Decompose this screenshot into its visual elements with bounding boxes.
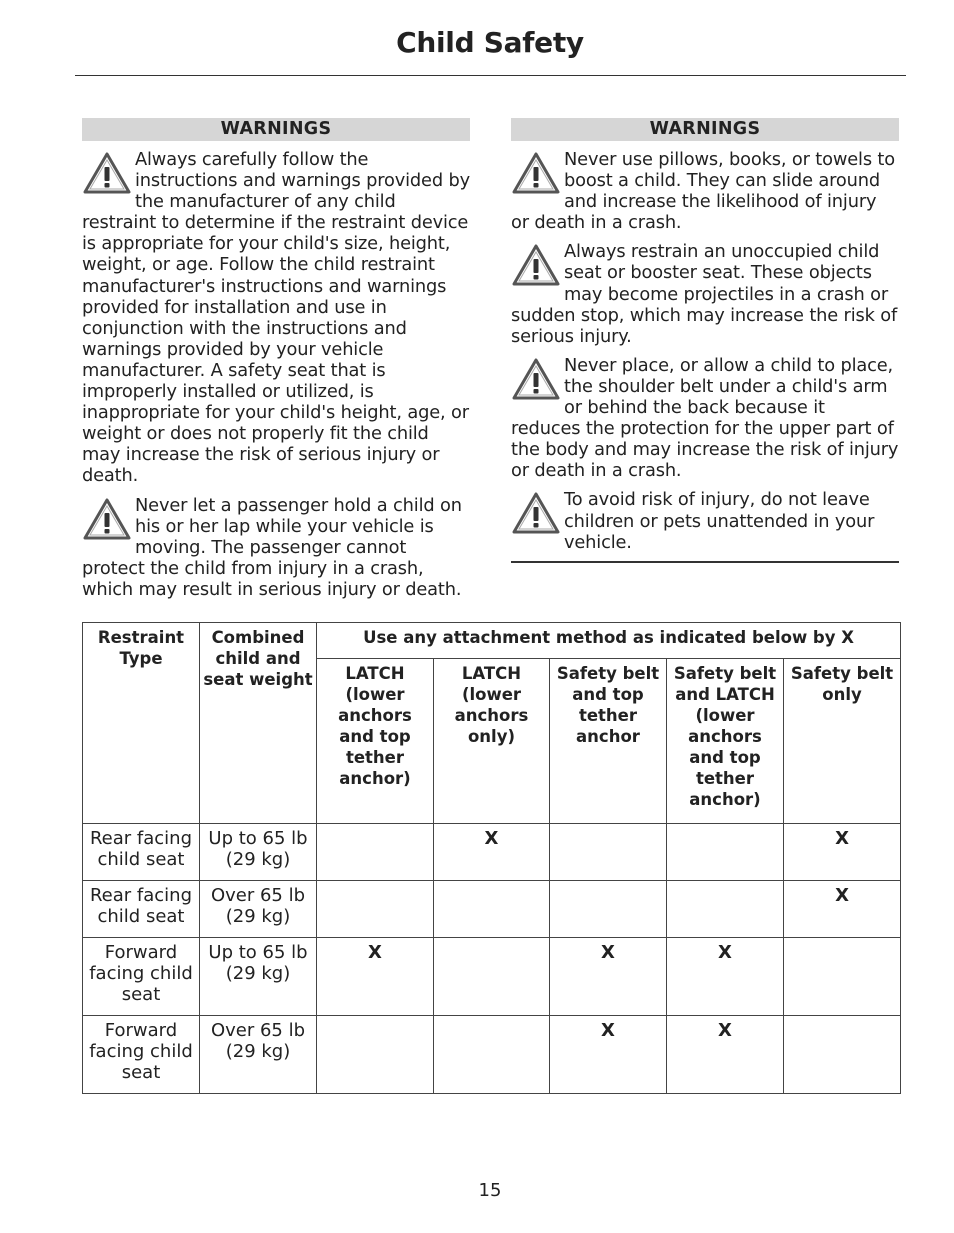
child-seat-attachment-table [82, 622, 901, 1094]
table-header-row [83, 623, 901, 659]
warnings-end-divider [511, 561, 899, 563]
warning-triangle-icon [511, 357, 561, 402]
cell-mark [667, 881, 784, 938]
cell-restraint-type: Rear facing child seat [83, 881, 200, 938]
header-method: Safety belt and LATCH (lower anchors and top tether anchor) [667, 659, 784, 824]
warning-text: Always restrain an unoccupied child seat or booster seat. These objects may become projectiles in a crash or sudden stop, which may increase the risk of serious injury. [511, 241, 898, 347]
cell-restraint-type: Rear facing child seat [83, 824, 200, 881]
cell-weight: Up to 65 lb (29 kg) [200, 824, 317, 881]
warning-item [82, 495, 470, 600]
header-method: Safety belt only [784, 659, 901, 824]
table-row [83, 1016, 901, 1094]
header-combined-weight: Combined child and seat weight [200, 623, 317, 824]
cell-mark: X [667, 938, 784, 1016]
cell-mark: X [434, 824, 550, 881]
table-row [83, 824, 901, 881]
cell-restraint-type: Forward facing child seat [83, 1016, 200, 1094]
header-method: Safety belt and top tether anchor [550, 659, 667, 824]
warning-item [511, 355, 899, 482]
header-method: LATCH (lower anchors only) [434, 659, 550, 824]
cell-mark: X [317, 938, 434, 1016]
table-row [83, 938, 901, 1016]
warning-item [511, 149, 899, 233]
warning-triangle-icon [511, 151, 561, 196]
warning-text: Never place, or allow a child to place, the shoulder belt under a child's arm or behind the back because it reduces the protection for the upper part of the body and may increase the risk of injury or death in a crash. [511, 354, 899, 482]
header-method: LATCH (lower anchors and top tether anchor) [317, 659, 434, 824]
warning-triangle-icon [511, 491, 561, 536]
warning-item [511, 241, 899, 346]
cell-mark: X [550, 1016, 667, 1094]
warnings-left-column [82, 118, 470, 600]
cell-mark [550, 881, 667, 938]
cell-mark: X [784, 881, 901, 938]
table-row [83, 881, 901, 938]
cell-mark [317, 1016, 434, 1094]
warning-triangle-icon [82, 151, 132, 196]
cell-mark [317, 824, 434, 881]
warning-text: To avoid risk of injury, do not leave children or pets unattended in your vehicle. [564, 489, 875, 553]
warning-triangle-icon [511, 243, 561, 288]
cell-mark [317, 881, 434, 938]
page-number: 15 [478, 1180, 502, 1201]
cell-weight: Over 65 lb (29 kg) [200, 881, 317, 938]
cell-mark [667, 824, 784, 881]
warnings-right-column [511, 118, 899, 563]
cell-mark [434, 1016, 550, 1094]
warning-triangle-icon [82, 497, 132, 542]
title-divider [75, 75, 906, 76]
cell-mark: X [784, 824, 901, 881]
header-attachment-group: Use any attachment method as indicated below by X [317, 623, 901, 659]
warning-text: Always carefully follow the instructions and warnings provided by the manufacturer of any child restraint to determine if the restraint device is appropriate for your child's size, height, weight, or age. Follow the child restraint manufacturer's instructions and warnings provided for installation and use in conjunction with the instructions and warnings provided by your vehicle manufacturer. A safety seat that is improperly installed or utilized, is inappropriate for your child's height, age, or weight or does not properly fit the child may increase the risk of serious injury or death. [82, 149, 470, 487]
warning-text: Never use pillows, books, or towels to boost a child. They can slide around and increase the likelihood of injury or death in a crash. [511, 149, 895, 234]
warning-item [82, 149, 470, 487]
cell-mark: X [667, 1016, 784, 1094]
cell-mark: X [550, 938, 667, 1016]
cell-mark [784, 1016, 901, 1094]
cell-mark [784, 938, 901, 1016]
warnings-header: WARNINGS [511, 118, 899, 141]
cell-mark [550, 824, 667, 881]
warning-item [511, 489, 899, 552]
cell-weight: Over 65 lb (29 kg) [200, 1016, 317, 1094]
cell-mark [434, 881, 550, 938]
header-restraint-type: Restraint Type [83, 623, 200, 824]
cell-weight: Up to 65 lb (29 kg) [200, 938, 317, 1016]
page-title: Child Safety [396, 26, 584, 59]
cell-mark [434, 938, 550, 1016]
warning-text: Never let a passenger hold a child on his or her lap while your vehicle is moving. The passenger cannot protect the child from injury in a crash, which may result in serious injury or death. [82, 494, 462, 600]
cell-restraint-type: Forward facing child seat [83, 938, 200, 1016]
warnings-header: WARNINGS [82, 118, 470, 141]
